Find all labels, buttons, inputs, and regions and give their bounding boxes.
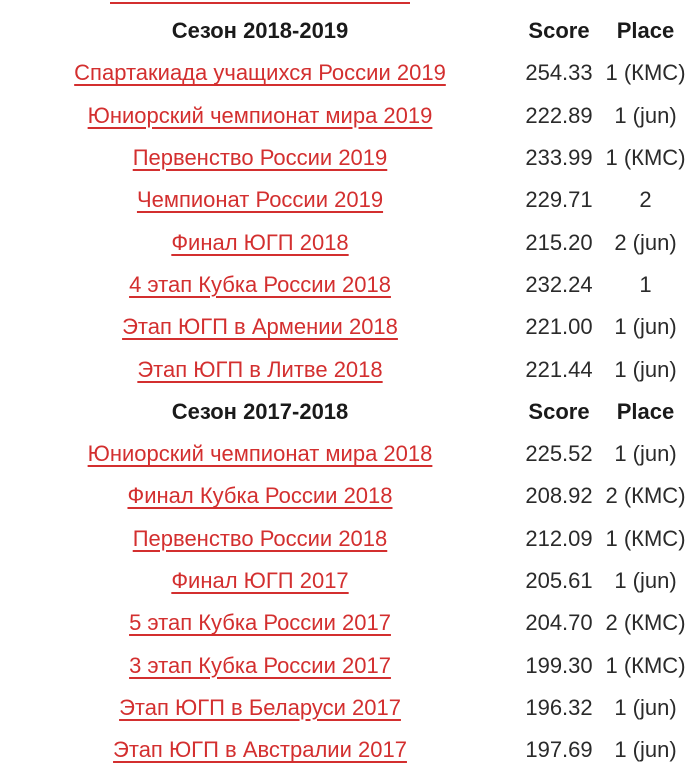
- table-row: [0, 433, 693, 475]
- score-column-header: Score: [528, 18, 590, 44]
- place-column-header: Place: [616, 398, 675, 424]
- table-row: [0, 348, 693, 390]
- table-row: [0, 560, 693, 602]
- event-cell: [0, 644, 520, 686]
- event-cell: [0, 264, 520, 306]
- event-cell: [0, 52, 520, 94]
- event-cell: [0, 348, 520, 390]
- season-header-row: [0, 10, 693, 52]
- score-cell: 254.33: [525, 60, 593, 86]
- event-link[interactable]: Первенство России 2019: [132, 145, 388, 171]
- score-cell: 222.89: [525, 102, 593, 128]
- event-link[interactable]: Юниорский чемпионат мира 2019: [87, 102, 433, 128]
- event-link[interactable]: Этап ЮГП в Литве 2018: [137, 356, 383, 382]
- event-cell: [0, 137, 520, 179]
- table-row: [0, 687, 693, 729]
- place-cell: 1 (КМС): [605, 525, 686, 551]
- cut-off-link-above[interactable]: [110, 0, 410, 4]
- table-row: [0, 264, 693, 306]
- event-cell: [0, 179, 520, 221]
- season-title: Сезон 2017-2018: [171, 398, 349, 424]
- score-column-header: Score: [528, 398, 590, 424]
- table-row: [0, 644, 693, 686]
- score-cell: 212.09: [525, 525, 593, 551]
- score-cell: 197.69: [525, 737, 593, 763]
- event-link[interactable]: Финал Кубка России 2018: [127, 483, 393, 509]
- event-link[interactable]: 4 этап Кубка России 2018: [129, 271, 391, 297]
- score-cell: 232.24: [525, 271, 593, 297]
- score-cell: 225.52: [525, 441, 593, 467]
- event-link[interactable]: Этап ЮГП в Австралии 2017: [113, 737, 407, 763]
- place-cell: 1 (jun): [614, 314, 677, 340]
- event-link[interactable]: Юниорский чемпионат мира 2018: [87, 441, 433, 467]
- score-cell: 221.00: [525, 314, 593, 340]
- event-cell: [0, 433, 520, 475]
- score-cell: 229.71: [525, 187, 593, 213]
- event-cell: [0, 518, 520, 560]
- table-row: [0, 518, 693, 560]
- place-column-header: Place: [616, 18, 675, 44]
- event-link[interactable]: Финал ЮГП 2018: [171, 229, 349, 255]
- place-cell: 1 (jun): [614, 102, 677, 128]
- score-cell: 215.20: [525, 229, 593, 255]
- table-row: [0, 221, 693, 263]
- event-link[interactable]: Этап ЮГП в Беларуси 2017: [119, 694, 401, 720]
- table-row: [0, 137, 693, 179]
- event-cell: [0, 306, 520, 348]
- score-cell: 208.92: [525, 483, 593, 509]
- place-cell: 2 (jun): [614, 229, 677, 255]
- place-cell: 1 (jun): [614, 694, 677, 720]
- event-link[interactable]: Первенство России 2018: [132, 525, 388, 551]
- event-cell: [0, 221, 520, 263]
- place-cell: 1 (КМС): [605, 145, 686, 171]
- event-cell: [0, 687, 520, 729]
- table-row: [0, 95, 693, 137]
- place-cell: 1 (jun): [614, 737, 677, 763]
- score-cell: 221.44: [525, 356, 593, 382]
- table-row: [0, 475, 693, 517]
- season-header-row: [0, 391, 693, 433]
- event-cell: [0, 729, 520, 771]
- event-link[interactable]: 5 этап Кубка России 2017: [129, 610, 391, 636]
- event-cell: [0, 475, 520, 517]
- event-link[interactable]: Чемпионат России 2019: [136, 187, 384, 213]
- results-table: [0, 10, 693, 771]
- event-cell: [0, 602, 520, 644]
- score-cell: 233.99: [525, 145, 593, 171]
- place-cell: 2 (КМС): [605, 610, 686, 636]
- event-link[interactable]: Спартакиада учащихся России 2019: [74, 60, 446, 86]
- table-row: [0, 602, 693, 644]
- event-link[interactable]: Этап ЮГП в Армении 2018: [122, 314, 398, 340]
- score-cell: 199.30: [525, 652, 593, 678]
- place-cell: 1 (КМС): [605, 652, 686, 678]
- season-title: Сезон 2018-2019: [171, 18, 349, 44]
- table-row: [0, 729, 693, 771]
- place-cell: 1 (jun): [614, 441, 677, 467]
- event-link[interactable]: Финал ЮГП 2017: [171, 568, 349, 593]
- results-body: [0, 10, 693, 771]
- place-cell: 2 (КМС): [605, 483, 686, 509]
- table-row: [0, 306, 693, 348]
- event-cell: [0, 95, 520, 137]
- place-cell: 1 (КМС): [605, 60, 686, 86]
- table-row: [0, 179, 693, 221]
- place-cell: 1: [639, 271, 652, 297]
- event-link[interactable]: 3 этап Кубка России 2017: [129, 652, 391, 678]
- place-cell: 1 (jun): [614, 568, 677, 593]
- score-cell: 196.32: [525, 694, 593, 720]
- score-cell: 204.70: [525, 610, 593, 636]
- score-cell: 205.61: [525, 568, 593, 593]
- place-cell: 2: [639, 187, 652, 213]
- table-row: [0, 52, 693, 94]
- place-cell: 1 (jun): [614, 356, 677, 382]
- event-cell: [0, 560, 520, 602]
